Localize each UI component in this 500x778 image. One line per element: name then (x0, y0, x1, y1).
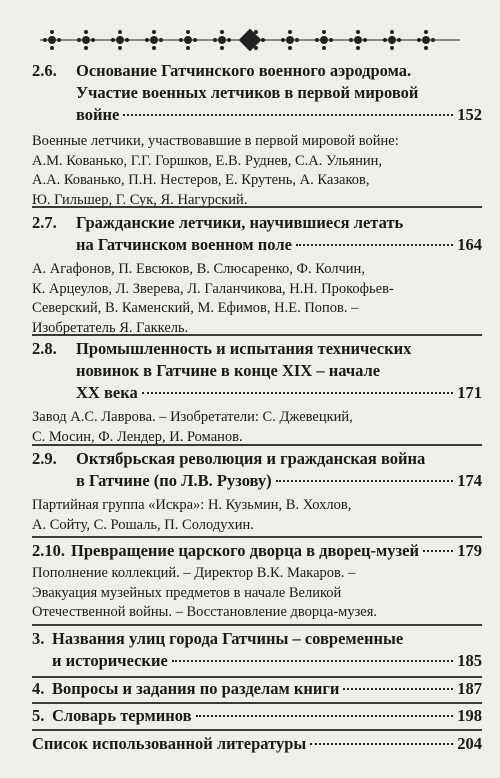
entry-number: 2.8. (32, 339, 57, 358)
divider (32, 624, 482, 626)
entry-description: Завод А.С. Лаврова. – Изобретатели: С. Джевецкий, С. Мосин, Ф. Лендер, И. Романов. (32, 409, 353, 445)
page-number: 152 (457, 105, 482, 124)
entry-heading (32, 60, 482, 126)
entry-number: 2.6. (32, 61, 57, 80)
entry-title-line: Октябрьская революция и гражданская война (76, 449, 426, 468)
leader-dots (296, 244, 453, 246)
entry-heading (32, 733, 482, 755)
entry-description: Пополнение коллекций. – Директор В.К. Макаров. – Эвакуация музейных предметов в начале Великой Отечественной войны. – Восстановление дворца-музея. (32, 565, 378, 620)
leader-dots (172, 660, 453, 662)
entry-number: 2.10. (32, 541, 65, 560)
entry-number: 2.7. (32, 213, 57, 232)
entry-heading (32, 540, 482, 562)
entry-title-line: Словарь терминов (52, 706, 192, 725)
entry-title-line: на Гатчинском военном поле (76, 235, 292, 254)
entry-title-line: Список использованной литературы (32, 734, 307, 753)
divider (32, 536, 482, 538)
entry-heading (32, 628, 482, 672)
entry-number: 5. (32, 706, 45, 725)
leader-dots (343, 688, 453, 690)
entry-title-line: новинок в Гатчине в конце XIX – начале (76, 361, 381, 380)
entry-title-line: Названия улиц города Гатчины – современные (52, 629, 404, 648)
page-number: 204 (457, 734, 482, 753)
page-number: 171 (457, 383, 482, 402)
leader-dots (142, 392, 454, 394)
entry-heading (32, 678, 482, 700)
entry-heading (32, 705, 482, 727)
page-number: 164 (457, 235, 482, 254)
toc-entry-5[interactable] (32, 705, 482, 727)
entry-title-line: Превращение царского дворца в дворец-музей (71, 541, 419, 560)
entry-title-line: и исторические (52, 651, 168, 670)
toc-entry-2-8[interactable] (32, 338, 482, 447)
entry-heading (32, 212, 482, 256)
divider (32, 729, 482, 731)
toc-entry-2-7[interactable] (32, 212, 482, 338)
entry-description: Партийная группа «Искра»: Н. Кузьмин, В. Хохлов, А. Сойту, С. Рошаль, П. Солодухин. (32, 497, 352, 533)
entry-title-line: XX века (76, 383, 138, 402)
entry-heading (32, 338, 482, 404)
leader-dots (276, 480, 454, 482)
page-number: 174 (457, 471, 482, 490)
entry-title-line: Вопросы и задания по разделам книги (52, 679, 340, 698)
page-number: 185 (457, 651, 482, 670)
toc-entry-3[interactable] (32, 628, 482, 672)
entry-title-line: войне (76, 105, 120, 124)
entry-description: А. Агафонов, П. Евсюков, В. Слюсаренко, Ф. Колчин, К. Арцеулов, Л. Зверева, Л. Галанчикова, Н.Н. Прокофьев- Северский, В. Каменский, М. Ефимов, Н.Е. Попов. – Изобретатель Я. Гаккель. (32, 261, 394, 336)
entry-title-line: в Гатчине (по Л.В. Рузову) (76, 471, 272, 490)
leader-dots (310, 743, 453, 745)
entry-description: Военные летчики, участвовавшие в первой мировой войне: А.М. Кованько, Г.Г. Горшков, Е.В. Руднев, С.А. Ульянин, А.А. Кованько, П.Н. Нестеров, Е. Крутень, А. Казаков, Ю. Гильшер, Г. Сук, Я. Нагурский. (32, 133, 399, 208)
leader-dots (123, 114, 453, 116)
page-number: 179 (457, 541, 482, 560)
entry-number: 4. (32, 679, 45, 698)
leader-dots (423, 550, 453, 552)
toc-entry-bibliography[interactable] (32, 733, 482, 755)
page-number: 187 (457, 679, 482, 698)
entry-heading (32, 448, 482, 492)
entry-title-line: Гражданские летчики, научившиеся летать (76, 213, 404, 232)
entry-title-line: Основание Гатчинского военного аэродрома. (76, 61, 412, 80)
page-number: 198 (457, 706, 482, 725)
divider (32, 702, 482, 704)
divider (32, 444, 482, 446)
divider (32, 334, 482, 336)
entry-number: 3. (32, 629, 45, 648)
ornament-border (40, 26, 460, 54)
toc-entry-2-10[interactable] (32, 540, 482, 623)
leader-dots (196, 715, 454, 717)
entry-title-line: Промышленность и испытания технических (76, 339, 412, 358)
entry-number: 2.9. (32, 449, 57, 468)
toc-entry-4[interactable] (32, 678, 482, 700)
toc-entry-2-6[interactable] (32, 60, 482, 210)
toc-entry-2-9[interactable] (32, 448, 482, 535)
divider (32, 206, 482, 208)
entry-title-line: Участие военных летчиков в первой мировой (76, 83, 419, 102)
